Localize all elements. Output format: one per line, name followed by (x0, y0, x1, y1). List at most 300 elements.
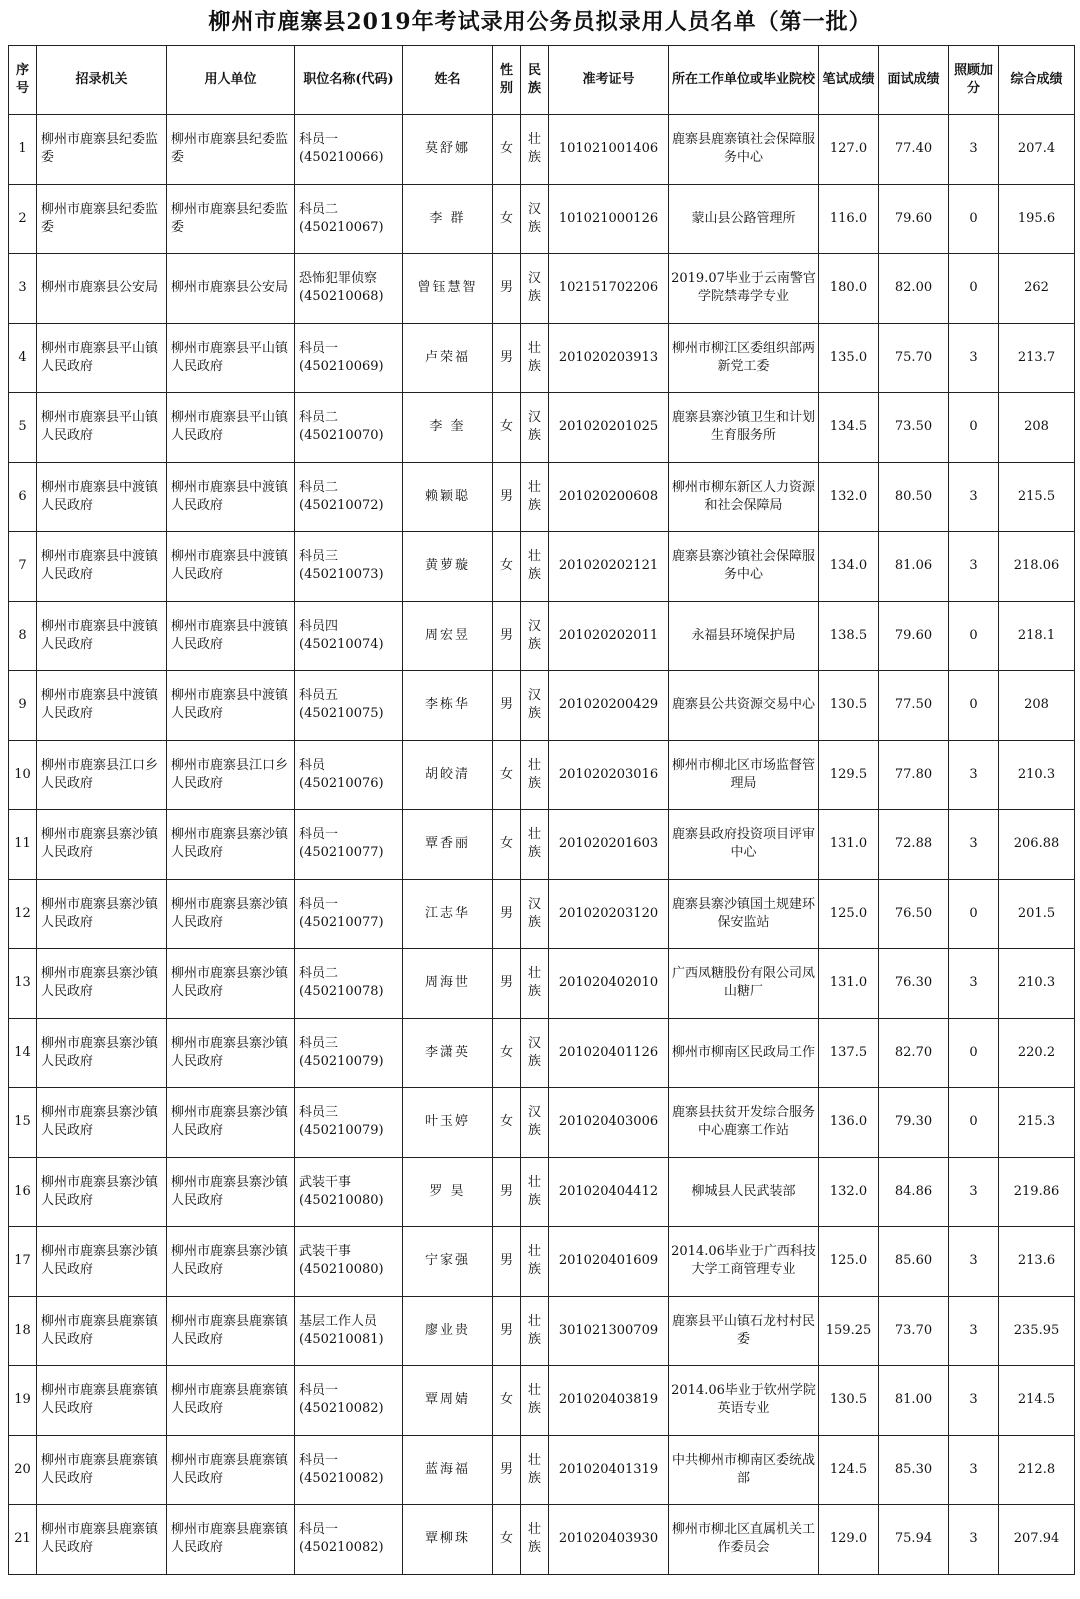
row-index: 19 (9, 1366, 37, 1436)
ethnicity: 汉族 (521, 254, 549, 324)
employer: 柳州市鹿寨县纪委监委 (167, 115, 295, 185)
interview-score: 79.30 (879, 1088, 949, 1158)
table-row (9, 184, 1075, 254)
written-score: 132.0 (819, 462, 879, 532)
written-score: 137.5 (819, 1018, 879, 1088)
exam-number: 201020403930 (549, 1505, 669, 1575)
row-index: 5 (9, 393, 37, 463)
position: 武装干事(450210080) (295, 1157, 403, 1227)
total-score: 220.2 (999, 1018, 1075, 1088)
interview-score: 77.80 (879, 740, 949, 810)
position: 科员二(450210070) (295, 393, 403, 463)
written-score: 138.5 (819, 601, 879, 671)
ethnicity: 壮族 (521, 1435, 549, 1505)
employer: 柳州市鹿寨县平山镇人民政府 (167, 323, 295, 393)
ethnicity: 壮族 (521, 532, 549, 602)
row-index: 20 (9, 1435, 37, 1505)
recruiting-agency: 柳州市鹿寨县鹿寨镇人民政府 (37, 1296, 167, 1366)
table-row (9, 393, 1075, 463)
table-row (9, 254, 1075, 324)
bonus-points: 3 (949, 1157, 999, 1227)
ethnicity: 汉族 (521, 1088, 549, 1158)
exam-number: 201020404412 (549, 1157, 669, 1227)
workplace-school: 鹿寨县平山镇石龙村村民委 (669, 1296, 819, 1366)
workplace-school: 中共柳州市柳南区委统战部 (669, 1435, 819, 1505)
header-interview-score: 面试成绩 (879, 46, 949, 115)
header-recruiting-agency: 招录机关 (37, 46, 167, 115)
position: 科员一(450210082) (295, 1505, 403, 1575)
written-score: 132.0 (819, 1157, 879, 1227)
bonus-points: 0 (949, 879, 999, 949)
table-row (9, 671, 1075, 741)
position: 科员一(450210077) (295, 879, 403, 949)
written-score: 125.0 (819, 879, 879, 949)
employer: 柳州市鹿寨县鹿寨镇人民政府 (167, 1296, 295, 1366)
position: 科员二(450210067) (295, 184, 403, 254)
employer: 柳州市鹿寨县鹿寨镇人民政府 (167, 1505, 295, 1575)
bonus-points: 0 (949, 601, 999, 671)
position: 科员(450210076) (295, 740, 403, 810)
gender: 男 (493, 671, 521, 741)
gender: 男 (493, 462, 521, 532)
written-score: 136.0 (819, 1088, 879, 1158)
table-row (9, 1227, 1075, 1297)
recruiting-agency: 柳州市鹿寨县鹿寨镇人民政府 (37, 1505, 167, 1575)
bonus-points: 3 (949, 810, 999, 880)
bonus-points: 3 (949, 1227, 999, 1297)
position: 科员五(450210075) (295, 671, 403, 741)
recruiting-agency: 柳州市鹿寨县寨沙镇人民政府 (37, 949, 167, 1019)
table-row (9, 810, 1075, 880)
written-score: 130.5 (819, 671, 879, 741)
candidate-name: 覃周婧 (403, 1366, 493, 1436)
candidate-name: 李 奎 (403, 393, 493, 463)
position: 科员三(450210079) (295, 1018, 403, 1088)
employer: 柳州市鹿寨县寨沙镇人民政府 (167, 879, 295, 949)
workplace-school: 柳州市柳江区委组织部两新党工委 (669, 323, 819, 393)
interview-score: 79.60 (879, 184, 949, 254)
gender: 女 (493, 532, 521, 602)
position: 恐怖犯罪侦察(450210068) (295, 254, 403, 324)
bonus-points: 0 (949, 671, 999, 741)
workplace-school: 广西凤糖股份有限公司凤山糖厂 (669, 949, 819, 1019)
written-score: 129.5 (819, 740, 879, 810)
row-index: 3 (9, 254, 37, 324)
gender: 男 (493, 949, 521, 1019)
row-index: 9 (9, 671, 37, 741)
recruiting-agency: 柳州市鹿寨县中渡镇人民政府 (37, 532, 167, 602)
written-score: 159.25 (819, 1296, 879, 1366)
candidate-name: 叶玉婷 (403, 1088, 493, 1158)
table-row (9, 879, 1075, 949)
position: 科员三(450210079) (295, 1088, 403, 1158)
recruiting-agency: 柳州市鹿寨县公安局 (37, 254, 167, 324)
workplace-school: 鹿寨县政府投资项目评审中心 (669, 810, 819, 880)
written-score: 134.5 (819, 393, 879, 463)
page-title: 柳州市鹿寨县2019年考试录用公务员拟录用人员名单（第一批） (208, 9, 872, 35)
gender: 男 (493, 601, 521, 671)
recruiting-agency: 柳州市鹿寨县中渡镇人民政府 (37, 462, 167, 532)
interview-score: 81.06 (879, 532, 949, 602)
gender: 男 (493, 1157, 521, 1227)
exam-number: 201020200608 (549, 462, 669, 532)
written-score: 116.0 (819, 184, 879, 254)
table-row (9, 1088, 1075, 1158)
ethnicity: 壮族 (521, 1157, 549, 1227)
header-index: 序号 (9, 46, 37, 115)
ethnicity: 汉族 (521, 393, 549, 463)
ethnicity: 壮族 (521, 462, 549, 532)
candidate-name: 蓝海福 (403, 1435, 493, 1505)
table-row (9, 1366, 1075, 1436)
gender: 男 (493, 879, 521, 949)
table-row (9, 601, 1075, 671)
interview-score: 75.70 (879, 323, 949, 393)
bonus-points: 0 (949, 1018, 999, 1088)
interview-score: 82.70 (879, 1018, 949, 1088)
employer: 柳州市鹿寨县寨沙镇人民政府 (167, 1018, 295, 1088)
workplace-school: 柳州市柳东新区人力资源和社会保障局 (669, 462, 819, 532)
workplace-school: 柳城县人民武装部 (669, 1157, 819, 1227)
recruiting-agency: 柳州市鹿寨县寨沙镇人民政府 (37, 810, 167, 880)
total-score: 235.95 (999, 1296, 1075, 1366)
position: 科员一(450210082) (295, 1435, 403, 1505)
row-index: 1 (9, 115, 37, 185)
bonus-points: 3 (949, 740, 999, 810)
row-index: 17 (9, 1227, 37, 1297)
ethnicity: 壮族 (521, 1227, 549, 1297)
bonus-points: 3 (949, 1505, 999, 1575)
table-row (9, 1435, 1075, 1505)
exam-number: 201020203016 (549, 740, 669, 810)
recruiting-agency: 柳州市鹿寨县寨沙镇人民政府 (37, 1157, 167, 1227)
total-score: 218.1 (999, 601, 1075, 671)
table-row (9, 462, 1075, 532)
row-index: 13 (9, 949, 37, 1019)
candidate-name: 莫舒娜 (403, 115, 493, 185)
bonus-points: 3 (949, 323, 999, 393)
candidate-name: 宁家强 (403, 1227, 493, 1297)
interview-score: 85.60 (879, 1227, 949, 1297)
total-score: 207.94 (999, 1505, 1075, 1575)
table-row (9, 740, 1075, 810)
interview-score: 85.30 (879, 1435, 949, 1505)
employer: 柳州市鹿寨县寨沙镇人民政府 (167, 1157, 295, 1227)
exam-number: 201020401319 (549, 1435, 669, 1505)
ethnicity: 壮族 (521, 1296, 549, 1366)
employer: 柳州市鹿寨县纪委监委 (167, 184, 295, 254)
bonus-points: 3 (949, 1435, 999, 1505)
interview-score: 82.00 (879, 254, 949, 324)
gender: 女 (493, 810, 521, 880)
table-row (9, 1018, 1075, 1088)
workplace-school: 永福县环境保护局 (669, 601, 819, 671)
gender: 女 (493, 740, 521, 810)
bonus-points: 3 (949, 1296, 999, 1366)
row-index: 14 (9, 1018, 37, 1088)
total-score: 208 (999, 671, 1075, 741)
header-name: 姓名 (403, 46, 493, 115)
header-workplace-school: 所在工作单位或毕业院校 (669, 46, 819, 115)
written-score: 127.0 (819, 115, 879, 185)
interview-score: 80.50 (879, 462, 949, 532)
recruiting-agency: 柳州市鹿寨县纪委监委 (37, 115, 167, 185)
gender: 男 (493, 1296, 521, 1366)
gender: 女 (493, 184, 521, 254)
recruiting-agency: 柳州市鹿寨县鹿寨镇人民政府 (37, 1435, 167, 1505)
employer: 柳州市鹿寨县公安局 (167, 254, 295, 324)
total-score: 207.4 (999, 115, 1075, 185)
ethnicity: 汉族 (521, 184, 549, 254)
written-score: 131.0 (819, 810, 879, 880)
row-index: 16 (9, 1157, 37, 1227)
candidate-name: 廖业贵 (403, 1296, 493, 1366)
row-index: 2 (9, 184, 37, 254)
workplace-school: 柳州市柳北区市场监督管理局 (669, 740, 819, 810)
interview-score: 77.50 (879, 671, 949, 741)
exam-number: 201020203913 (549, 323, 669, 393)
position: 科员一(450210069) (295, 323, 403, 393)
row-index: 6 (9, 462, 37, 532)
candidate-name: 江志华 (403, 879, 493, 949)
ethnicity: 壮族 (521, 949, 549, 1019)
candidate-name: 李 群 (403, 184, 493, 254)
exam-number: 201020403819 (549, 1366, 669, 1436)
candidate-name: 黄萝璇 (403, 532, 493, 602)
candidate-name: 赖颖聪 (403, 462, 493, 532)
total-score: 206.88 (999, 810, 1075, 880)
table-body (9, 115, 1075, 1575)
employer: 柳州市鹿寨县中渡镇人民政府 (167, 532, 295, 602)
header-gender: 性别 (493, 46, 521, 115)
total-score: 195.6 (999, 184, 1075, 254)
header-total-score: 综合成绩 (999, 46, 1075, 115)
candidate-name: 周宏昱 (403, 601, 493, 671)
exam-number: 201020201025 (549, 393, 669, 463)
exam-number: 201020201603 (549, 810, 669, 880)
interview-score: 76.30 (879, 949, 949, 1019)
row-index: 15 (9, 1088, 37, 1158)
candidate-name: 卢荣福 (403, 323, 493, 393)
gender: 女 (493, 1088, 521, 1158)
total-score: 262 (999, 254, 1075, 324)
exam-number: 201020403006 (549, 1088, 669, 1158)
employer: 柳州市鹿寨县寨沙镇人民政府 (167, 1227, 295, 1297)
employer: 柳州市鹿寨县寨沙镇人民政府 (167, 949, 295, 1019)
table-row (9, 323, 1075, 393)
row-index: 7 (9, 532, 37, 602)
employer: 柳州市鹿寨县平山镇人民政府 (167, 393, 295, 463)
ethnicity: 壮族 (521, 323, 549, 393)
exam-number: 201020203120 (549, 879, 669, 949)
workplace-school: 鹿寨县公共资源交易中心 (669, 671, 819, 741)
exam-number: 201020401126 (549, 1018, 669, 1088)
exam-number: 201020402010 (549, 949, 669, 1019)
employer: 柳州市鹿寨县鹿寨镇人民政府 (167, 1435, 295, 1505)
recruiting-agency: 柳州市鹿寨县中渡镇人民政府 (37, 671, 167, 741)
ethnicity: 汉族 (521, 1018, 549, 1088)
recruiting-agency: 柳州市鹿寨县中渡镇人民政府 (37, 601, 167, 671)
recruiting-agency: 柳州市鹿寨县寨沙镇人民政府 (37, 1018, 167, 1088)
candidate-name: 罗 昊 (403, 1157, 493, 1227)
header-bonus-points: 照顾加分 (949, 46, 999, 115)
candidate-name: 覃香丽 (403, 810, 493, 880)
ethnicity: 壮族 (521, 740, 549, 810)
workplace-school: 鹿寨县扶贫开发综合服务中心鹿寨工作站 (669, 1088, 819, 1158)
bonus-points: 3 (949, 1366, 999, 1436)
header-position: 职位名称(代码) (295, 46, 403, 115)
exam-number: 301021300709 (549, 1296, 669, 1366)
row-index: 18 (9, 1296, 37, 1366)
candidate-name: 胡皎清 (403, 740, 493, 810)
row-index: 8 (9, 601, 37, 671)
recruiting-agency: 柳州市鹿寨县平山镇人民政府 (37, 323, 167, 393)
bonus-points: 0 (949, 254, 999, 324)
header-exam-number: 准考证号 (549, 46, 669, 115)
position: 武装干事(450210080) (295, 1227, 403, 1297)
written-score: 129.0 (819, 1505, 879, 1575)
ethnicity: 壮族 (521, 810, 549, 880)
position: 科员一(450210066) (295, 115, 403, 185)
gender: 女 (493, 115, 521, 185)
table-row (9, 532, 1075, 602)
gender: 女 (493, 1366, 521, 1436)
employer: 柳州市鹿寨县寨沙镇人民政府 (167, 1088, 295, 1158)
gender: 男 (493, 254, 521, 324)
candidate-name: 曾钰慧智 (403, 254, 493, 324)
employer: 柳州市鹿寨县中渡镇人民政府 (167, 671, 295, 741)
interview-score: 73.70 (879, 1296, 949, 1366)
workplace-school: 鹿寨县寨沙镇社会保障服务中心 (669, 532, 819, 602)
gender: 女 (493, 393, 521, 463)
employer: 柳州市鹿寨县鹿寨镇人民政府 (167, 1366, 295, 1436)
workplace-school: 2014.06毕业于钦州学院英语专业 (669, 1366, 819, 1436)
gender: 女 (493, 1018, 521, 1088)
interview-score: 73.50 (879, 393, 949, 463)
employer: 柳州市鹿寨县中渡镇人民政府 (167, 462, 295, 532)
interview-score: 79.60 (879, 601, 949, 671)
written-score: 135.0 (819, 323, 879, 393)
workplace-school: 鹿寨县鹿寨镇社会保障服务中心 (669, 115, 819, 185)
total-score: 218.06 (999, 532, 1075, 602)
position: 基层工作人员(450210081) (295, 1296, 403, 1366)
written-score: 131.0 (819, 949, 879, 1019)
ethnicity: 壮族 (521, 1505, 549, 1575)
workplace-school: 柳州市柳南区民政局工作 (669, 1018, 819, 1088)
total-score: 213.6 (999, 1227, 1075, 1297)
bonus-points: 3 (949, 532, 999, 602)
table-row (9, 115, 1075, 185)
written-score: 134.0 (819, 532, 879, 602)
employer: 柳州市鹿寨县江口乡人民政府 (167, 740, 295, 810)
total-score: 210.3 (999, 949, 1075, 1019)
candidate-name: 周海世 (403, 949, 493, 1019)
employer: 柳州市鹿寨县寨沙镇人民政府 (167, 810, 295, 880)
exam-number: 201020202121 (549, 532, 669, 602)
recruiting-agency: 柳州市鹿寨县鹿寨镇人民政府 (37, 1366, 167, 1436)
table-row (9, 1505, 1075, 1575)
row-index: 12 (9, 879, 37, 949)
total-score: 208 (999, 393, 1075, 463)
ethnicity: 汉族 (521, 671, 549, 741)
total-score: 219.86 (999, 1157, 1075, 1227)
written-score: 130.5 (819, 1366, 879, 1436)
table-row (9, 1296, 1075, 1366)
recruiting-agency: 柳州市鹿寨县寨沙镇人民政府 (37, 879, 167, 949)
total-score: 210.3 (999, 740, 1075, 810)
recruiting-agency: 柳州市鹿寨县寨沙镇人民政府 (37, 1088, 167, 1158)
workplace-school: 2014.06毕业于广西科技大学工商管理专业 (669, 1227, 819, 1297)
row-index: 11 (9, 810, 37, 880)
interview-score: 81.00 (879, 1366, 949, 1436)
total-score: 201.5 (999, 879, 1075, 949)
interview-score: 72.88 (879, 810, 949, 880)
total-score: 213.7 (999, 323, 1075, 393)
recruiting-agency: 柳州市鹿寨县寨沙镇人民政府 (37, 1227, 167, 1297)
position: 科员一(450210082) (295, 1366, 403, 1436)
exam-number: 201020202011 (549, 601, 669, 671)
row-index: 4 (9, 323, 37, 393)
bonus-points: 0 (949, 1088, 999, 1158)
gender: 男 (493, 1227, 521, 1297)
total-score: 214.5 (999, 1366, 1075, 1436)
position: 科员四(450210074) (295, 601, 403, 671)
position: 科员一(450210077) (295, 810, 403, 880)
interview-score: 76.50 (879, 879, 949, 949)
recruiting-agency: 柳州市鹿寨县江口乡人民政府 (37, 740, 167, 810)
candidate-name: 覃柳珠 (403, 1505, 493, 1575)
table-row (9, 949, 1075, 1019)
position: 科员三(450210073) (295, 532, 403, 602)
written-score: 180.0 (819, 254, 879, 324)
total-score: 212.8 (999, 1435, 1075, 1505)
bonus-points: 0 (949, 184, 999, 254)
bonus-points: 3 (949, 949, 999, 1019)
interview-score: 84.86 (879, 1157, 949, 1227)
ethnicity: 汉族 (521, 601, 549, 671)
table-row (9, 1157, 1075, 1227)
workplace-school: 柳州市柳北区直属机关工作委员会 (669, 1505, 819, 1575)
gender: 女 (493, 1505, 521, 1575)
workplace-school: 2019.07毕业于云南警官学院禁毒学专业 (669, 254, 819, 324)
employer: 柳州市鹿寨县中渡镇人民政府 (167, 601, 295, 671)
interview-score: 77.40 (879, 115, 949, 185)
candidate-table (8, 45, 1075, 1575)
position: 科员二(450210078) (295, 949, 403, 1019)
workplace-school: 蒙山县公路管理所 (669, 184, 819, 254)
exam-number: 102151702206 (549, 254, 669, 324)
row-index: 21 (9, 1505, 37, 1575)
header-row (9, 46, 1075, 115)
candidate-name: 李栋华 (403, 671, 493, 741)
total-score: 215.5 (999, 462, 1075, 532)
interview-score: 75.94 (879, 1505, 949, 1575)
bonus-points: 3 (949, 462, 999, 532)
position: 科员二(450210072) (295, 462, 403, 532)
ethnicity: 壮族 (521, 1366, 549, 1436)
gender: 男 (493, 323, 521, 393)
header-written-score: 笔试成绩 (819, 46, 879, 115)
ethnicity: 壮族 (521, 115, 549, 185)
gender: 男 (493, 1435, 521, 1505)
recruiting-agency: 柳州市鹿寨县平山镇人民政府 (37, 393, 167, 463)
header-employer: 用人单位 (167, 46, 295, 115)
total-score: 215.3 (999, 1088, 1075, 1158)
written-score: 125.0 (819, 1227, 879, 1297)
bonus-points: 3 (949, 115, 999, 185)
exam-number: 101021001406 (549, 115, 669, 185)
exam-number: 201020200429 (549, 671, 669, 741)
